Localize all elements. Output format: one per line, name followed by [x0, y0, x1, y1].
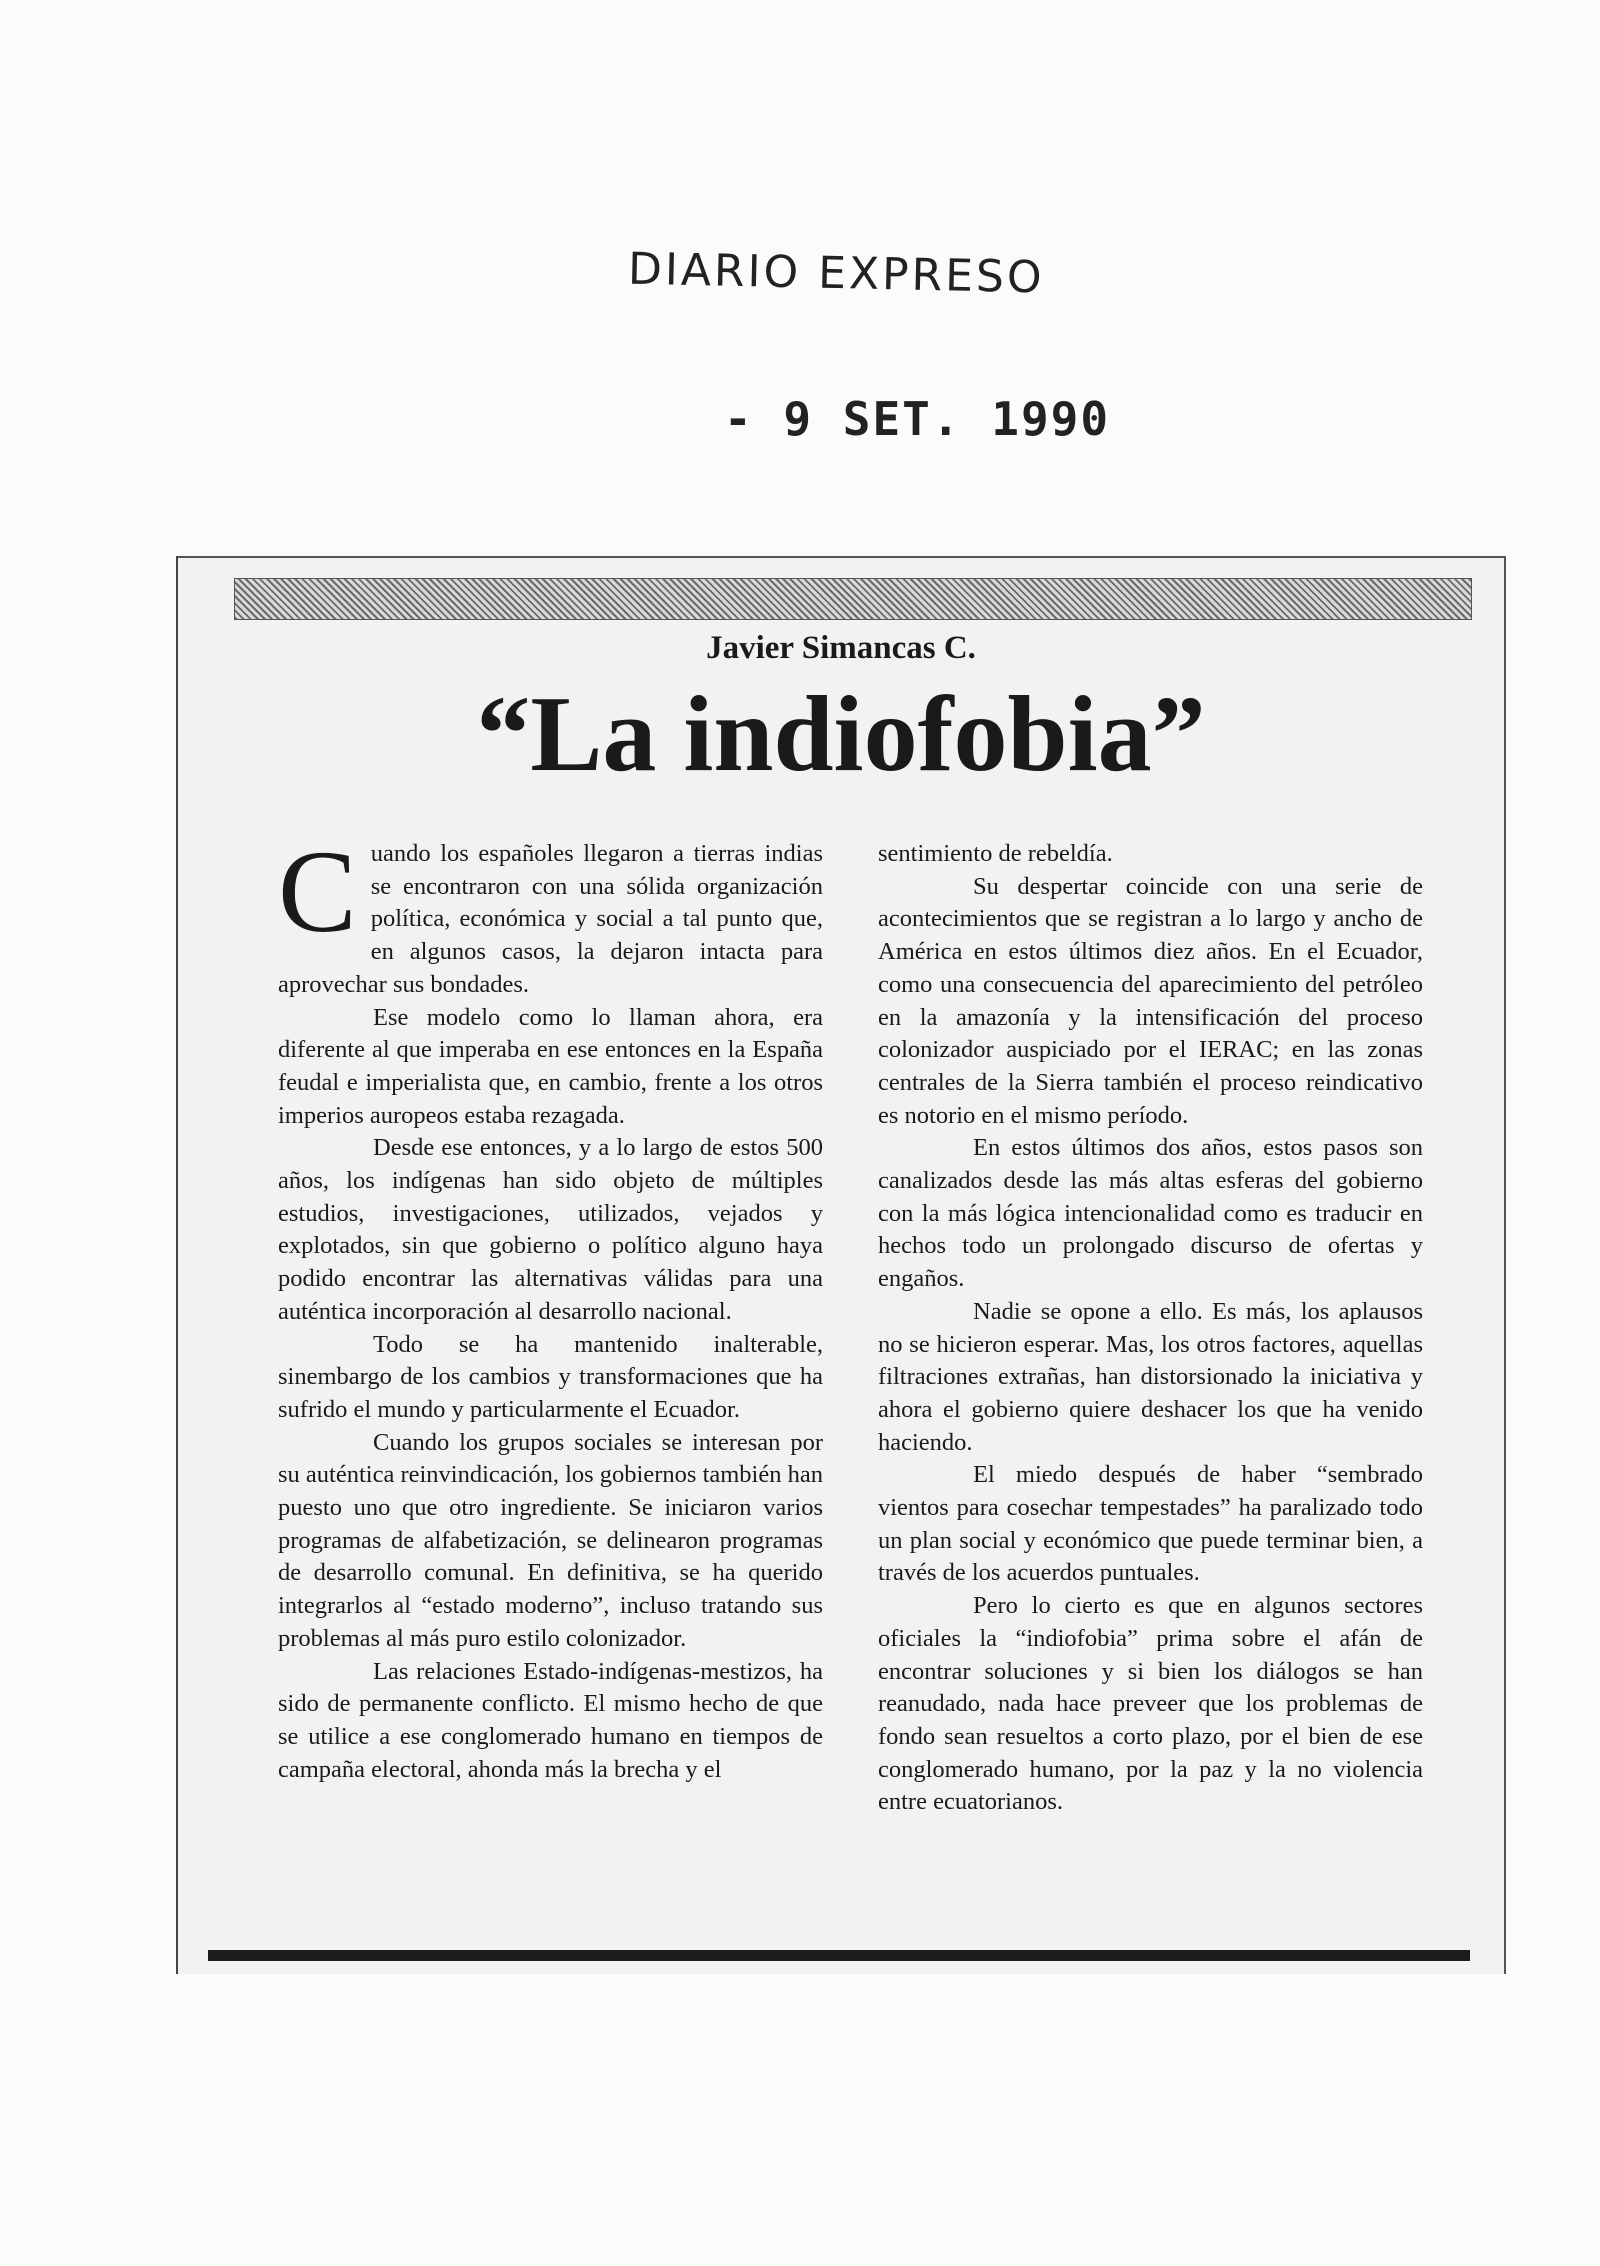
top-rule — [178, 556, 1504, 558]
paragraph-text: uando los españoles llegaron a tierras indias se encontraron con una sólida organización política, económica y social a tal punto que, en algunos casos, la dejaron intacta para aprovechar sus bondades. — [278, 840, 823, 998]
paragraph: En estos últimos dos años, estos pasos son canalizados desde las más altas esferas del gobierno con la más lógica intencionalidad como es traducir en hechos todo un prolongado discurso de ofertas y engaños. — [878, 1134, 1423, 1293]
paragraph: Su despertar coincide con una serie de acontecimientos que se registran a lo largo y ancho de América en estos últimos diez años. En el Ecuador, como una consecuencia del aparecimiento del petróleo en la amazonía y la intensificación del proceso colonizador auspiciado por el IERAC; en las zonas centrales de la Sierra también el proceso reindicativo es notorio en el mismo período. — [878, 872, 1423, 1129]
paragraph: Las relaciones Estado-indígenas-mestizos, ha sido de permanente conflicto. El mismo hecho de que se utilice a ese conglomerado humano en tiempos de campaña electoral, ahonda más la brecha y el — [278, 1657, 823, 1783]
author-byline: Javier Simancas C. — [706, 630, 976, 666]
hatched-header-bar — [234, 578, 1472, 620]
date-stamp: - 9 SET. 1990 — [724, 392, 1111, 446]
paragraph: Ese modelo como lo llaman ahora, era diferente al que imperaba en ese entonces en la España feudal e imperialista que, en cambio, frente a los otros imperios auropeos estaba rezagada. — [278, 1003, 823, 1129]
paragraph: Nadie se opone a ello. Es más, los aplausos no se hicieron esperar. Mas, los otros factores, aquellas filtraciones extrañas, han distorsionado la iniciativa y ahora el gobierno quiere deshacer los que ha venido haciendo. — [878, 1297, 1423, 1456]
drop-cap: C — [278, 826, 357, 957]
paragraph: Desde ese entonces, y a lo largo de estos 500 años, los indígenas han sido objeto de múltiples estudios, investigaciones, utilizados, vejados y explotados, sin que gobierno o político alguno haya podido encontrar las alternativas válidas para una auténtica incorporación al desarrollo nacional. — [278, 1134, 823, 1325]
paragraph: sentimiento de rebeldía. — [878, 840, 1113, 867]
bottom-rule — [208, 1950, 1470, 1961]
paragraph: Cuando los grupos sociales se interesan por su auténtica reinvindicación, los gobiernos también han puesto uno que otro ingrediente. Se iniciaron varios programas de alfabetización, se delinearon programas de desarrollo comunal. En definitiva, se ha querido integrarlos al “estado moderno”, incluso tratando sus problemas al más puro estilo colonizador. — [278, 1428, 823, 1652]
paragraph — [278, 826, 823, 1002]
paragraph: Todo se ha mantenido inalterable, sinembargo de los cambios y transformaciones que ha sufrido el mundo y particularmente el Ecuador. — [278, 1330, 823, 1423]
left-column — [278, 826, 823, 1786]
paragraph: Pero lo cierto es que en algunos sectores oficiales la “indiofobia” prima sobre el afán de encontrar soluciones y si bien los diálogos se han reanudado, nada hace preveer que los problemas de fondo sean resueltos a corto plazo, por el bien de ese conglomerado humano, por la paz y la no violencia entre ecuatorianos. — [878, 1592, 1423, 1816]
newspaper-clipping — [176, 556, 1506, 1974]
right-column — [878, 838, 1423, 1819]
article-headline: “La indiofobia” — [476, 675, 1206, 794]
paragraph: El miedo después de haber “sembrado vientos para cosechar tempestades” ha paralizado todo un plan social y económico que puede terminar bien, a través de los acuerdos puntuales. — [878, 1461, 1423, 1587]
newspaper-source-stamp: DIARIO EXPRESO — [627, 243, 1046, 304]
